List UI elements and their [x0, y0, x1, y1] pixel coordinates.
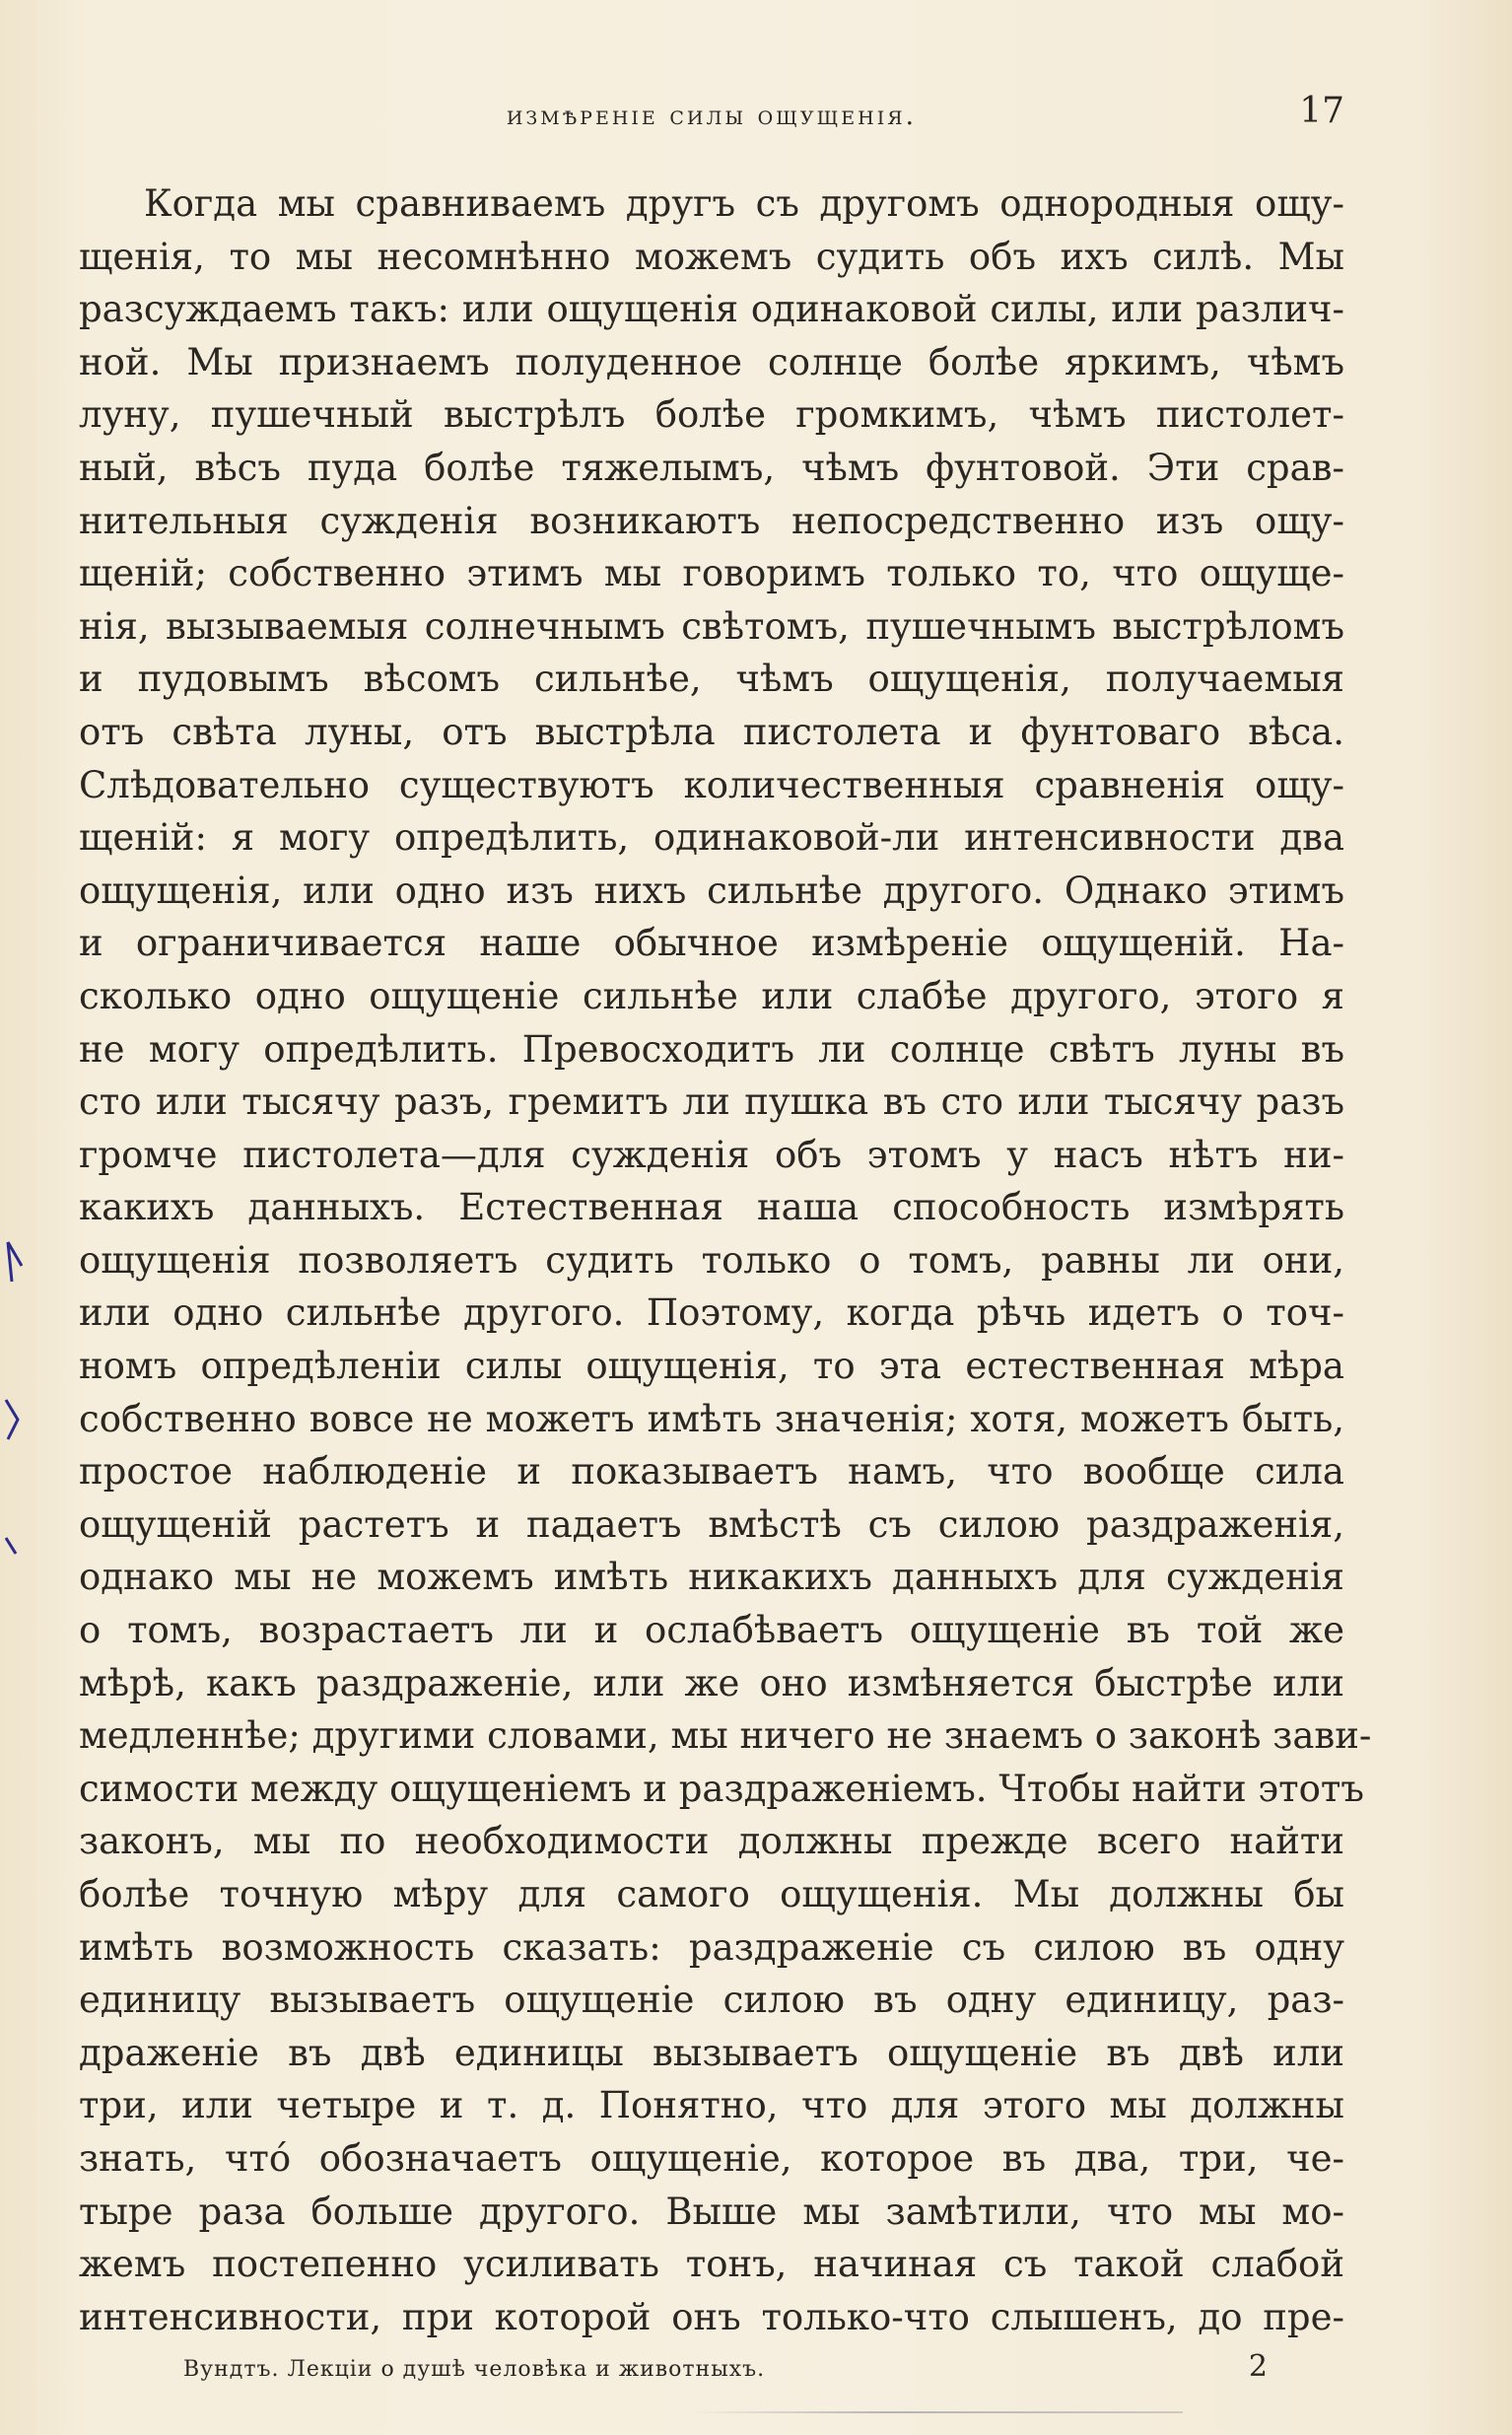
text-line: интенсивности, при которой онъ только-что слышенъ, до пре- [79, 2295, 1344, 2338]
text-line: сто или тысячу разъ, гремитъ ли пушка въ сто или тысячу разъ [79, 1080, 1344, 1124]
text-line: ный, вѣсъ пуда болѣе тяжелымъ, чѣмъ фунтовой. Эти срав- [79, 446, 1344, 489]
text-line: ной. Мы признаемъ полуденное солнце болѣе яркимъ, чѣмъ [79, 340, 1344, 383]
text-line: сколько одно ощущеніе сильнѣе или слабѣе другого, этого я [79, 974, 1344, 1017]
text-line: отъ свѣта луны, отъ выстрѣла пистолета и фунтоваго вѣса. [79, 710, 1344, 753]
text-line: медленнѣе; другими словами, мы ничего не знаемъ о законѣ зави- [79, 1714, 1372, 1758]
page-number: 17 [1299, 91, 1344, 131]
page-footer [183, 2349, 1268, 2389]
text-line: о томъ, возрастаетъ ли и ослабѣваетъ ощущеніе въ той же [79, 1609, 1344, 1652]
footer-note: Вундтъ. Лекціи о душѣ человѣка и животныхъ. [183, 2357, 766, 2382]
text-line: какихъ данныхъ. Естественная наша способность измѣрять [79, 1186, 1344, 1229]
page-header [79, 91, 1344, 140]
text-line: нія, вызываемыя солнечнымъ свѣтомъ, пушечнымъ выстрѣломъ [79, 604, 1344, 648]
text-line: разсуждаемъ такъ: или ощущенія одинаковой силы, или различ- [79, 288, 1344, 331]
text-line: нительныя сужденія возникаютъ непосредственно изъ ощу- [79, 499, 1344, 542]
text-line: однако мы не можемъ имѣть никакихъ данныхъ для сужденія [79, 1556, 1344, 1599]
text-line: собственно вовсе не можетъ имѣть значенія; хотя, можетъ быть, [79, 1397, 1344, 1440]
text-line: мѣрѣ, какъ раздраженіе, или же оно измѣняется быстрѣе или [79, 1661, 1344, 1704]
text-line: ощущенія позволяетъ судить только о томъ, равны ли они, [79, 1238, 1344, 1282]
text-line: болѣе точную мѣру для самого ощущенія. Мы должны бы [79, 1873, 1344, 1915]
body-text [79, 177, 1372, 2343]
text-line: громче пистолета—для сужденія объ этомъ у насъ нѣтъ ни- [79, 1133, 1344, 1176]
text-line: драженіе въ двѣ единицы вызываетъ ощущеніе въ двѣ или [79, 2031, 1344, 2074]
text-line: и пудовымъ вѣсомъ сильнѣе, чѣмъ ощущенія, получаемыя [79, 658, 1344, 701]
text-line: ощущенія, или одно изъ нихъ сильнѣе другого. Однако этимъ [79, 869, 1344, 912]
margin-pencil-marks [0, 1222, 39, 1577]
text-line: Слѣдовательно существуютъ количественныя сравненія ощу- [79, 763, 1344, 806]
text-line: номъ опредѣленіи силы ощущенія, то эта естественная мѣра [79, 1345, 1344, 1388]
text-line: Когда мы сравниваемъ другъ съ другомъ однородныя ощу- [144, 182, 1344, 225]
text-line: луну, пушечный выстрѣлъ болѣе громкимъ, чѣмъ пистолет- [79, 393, 1344, 437]
text-line: щенія, то мы несомнѣнно можемъ судить объ ихъ силѣ. Мы [79, 235, 1344, 278]
signature-mark: 2 [1248, 2349, 1268, 2384]
text-line: или одно сильнѣе другого. Поэтому, когда рѣчь идетъ о точ- [79, 1291, 1344, 1335]
text-line: щеній; собственно этимъ мы говоримъ только то, что ощуще- [79, 552, 1344, 595]
text-line: жемъ постепенно усиливать тонъ, начиная съ такой слабой [79, 2243, 1344, 2286]
text-line: единицу вызываетъ ощущеніе силою въ одну единицу, раз- [79, 1979, 1344, 2022]
text-line: не могу опредѣлить. Превосходитъ ли солнце свѣтъ луны въ [79, 1027, 1344, 1071]
text-line: симости между ощущеніемъ и раздраженіемъ. Чтобы найти этотъ [79, 1767, 1364, 1810]
text-line: законъ, мы по необходимости должны прежде всего найти [79, 1820, 1344, 1863]
text-line: тыре раза больше другого. Выше мы замѣтили, что мы мо- [79, 2190, 1344, 2233]
running-title: измѣреніе силы ощущенія. [506, 101, 918, 131]
text-line: и ограничивается наше обычное измѣреніе ощущеній. Нa- [79, 922, 1344, 965]
text-line: имѣть возможность сказать: раздраженіе съ силою въ одну [79, 1925, 1344, 1969]
text-line: ощущеній растетъ и падаетъ вмѣстѣ съ силою раздраженія, [79, 1502, 1344, 1546]
text-line: три, или четыре и т. д. Понятно, что для этого мы должны [79, 2084, 1344, 2127]
text-line: простое наблюденіе и показываетъ намъ, что вообще сила [79, 1450, 1344, 1494]
scan-edge-line [690, 2411, 1183, 2413]
text-line: знать, чтó обозначаетъ ощущеніе, которое въ два, три, че- [79, 2136, 1344, 2180]
text-line: щеній: я могу опредѣлить, одинаковой-ли интенсивности два [79, 816, 1344, 860]
